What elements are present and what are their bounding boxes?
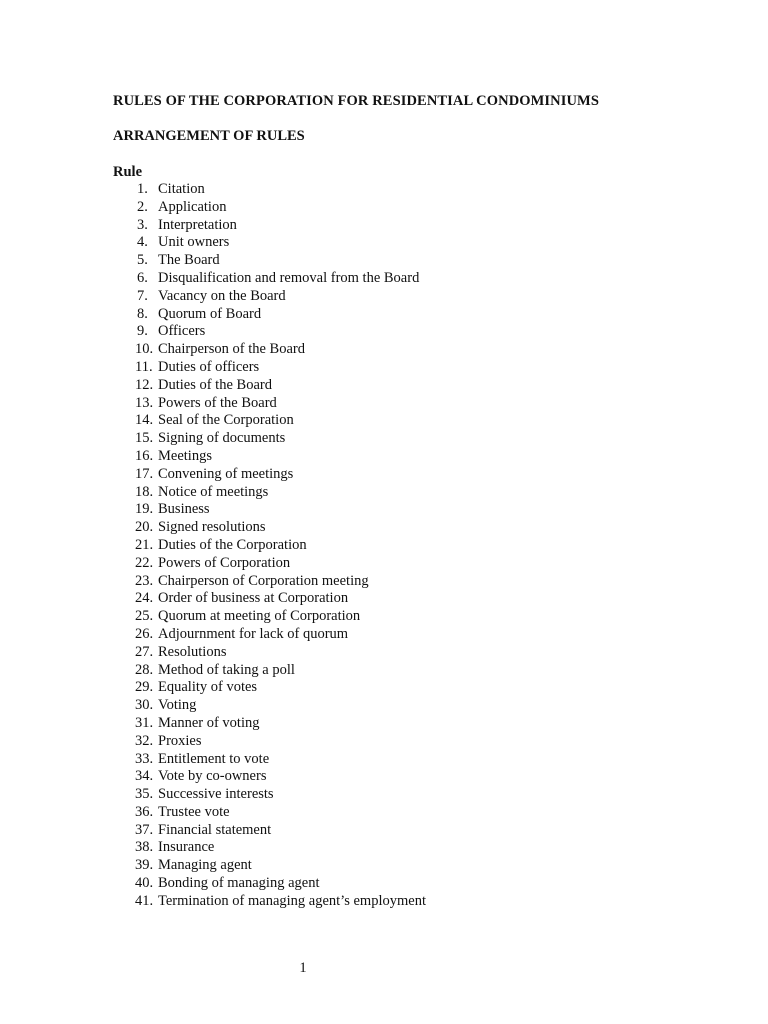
rule-number: 30. (135, 697, 154, 714)
rule-label: Voting (158, 697, 197, 714)
rule-label: Seal of the Corporation (158, 412, 294, 429)
rule-label: Unit owners (158, 234, 230, 251)
rule-label: Proxies (158, 732, 202, 749)
rule-label: Signing of documents (158, 430, 286, 447)
rule-label: Officers (158, 323, 206, 340)
rule-label: Successive interests (158, 786, 274, 803)
rule-label: Termination of managing agent’s employment (158, 892, 426, 909)
rule-label: Bonding of managing agent (158, 875, 320, 892)
rule-label: Interpretation (158, 216, 237, 233)
rule-number: 4. (137, 234, 148, 251)
rule-number: 24. (135, 590, 154, 607)
rule-number: 9. (137, 323, 148, 340)
rule-label: Vacancy on the Board (158, 287, 286, 304)
rule-number: 33. (135, 750, 154, 767)
rule-number: 3. (137, 216, 148, 233)
rule-label: Trustee vote (158, 803, 230, 820)
rule-number: 18. (135, 483, 154, 500)
rule-label: Order of business at Corporation (158, 590, 349, 607)
rule-number: 34. (135, 768, 154, 785)
rule-number: 10. (135, 341, 154, 358)
rule-label: Quorum at meeting of Corporation (158, 608, 361, 625)
document-subtitle: ARRANGEMENT OF RULES (113, 128, 305, 144)
rule-number: 21. (135, 536, 154, 553)
rule-label: Financial statement (158, 821, 272, 838)
rule-number: 41. (135, 892, 154, 909)
rule-number: 17. (135, 465, 154, 482)
rule-label: Vote by co-owners (158, 768, 267, 785)
page-number: 1 (299, 960, 307, 976)
rule-number: 35. (135, 786, 154, 803)
rule-label: Meetings (158, 447, 212, 464)
rule-number: 29. (135, 679, 154, 696)
rule-number: 37. (135, 821, 154, 838)
rule-number: 40. (135, 875, 154, 892)
rule-label: Duties of the Board (158, 376, 272, 393)
rule-number: 7. (137, 287, 148, 304)
rule-label: Disqualification and removal from the Board (158, 269, 420, 286)
rule-label: Duties of the Corporation (158, 536, 307, 553)
rule-number: 6. (137, 269, 148, 286)
rule-number: 16. (135, 447, 154, 464)
rule-number: 32. (135, 732, 154, 749)
rule-number: 5. (137, 252, 148, 269)
rule-number: 31. (135, 714, 154, 731)
rule-number: 20. (135, 519, 154, 536)
rule-label: Adjournment for lack of quorum (158, 625, 349, 642)
rule-label: Signed resolutions (158, 519, 266, 536)
rule-label: Entitlement to vote (158, 750, 270, 767)
rule-number: 36. (135, 803, 154, 820)
rule-number: 15. (135, 430, 154, 447)
rule-number: 23. (135, 572, 154, 589)
rule-label: Chairperson of the Board (158, 341, 305, 358)
rule-label: Manner of voting (158, 714, 260, 731)
rule-number: 26. (135, 625, 154, 642)
rule-label: Notice of meetings (158, 483, 269, 500)
rule-number: 12. (135, 376, 154, 393)
rule-number: 22. (135, 554, 154, 571)
rule-label: Duties of officers (158, 358, 260, 375)
rule-number: 11. (135, 358, 153, 375)
rule-label: Managing agent (158, 857, 252, 874)
rule-number: 14. (135, 412, 154, 429)
rule-label: Business (158, 501, 210, 518)
rule-number: 13. (135, 394, 154, 411)
rule-number: 28. (135, 661, 154, 678)
rule-label: Convening of meetings (158, 465, 294, 482)
rule-label: Quorum of Board (158, 305, 262, 322)
rule-number: 38. (135, 839, 154, 856)
rule-label: Resolutions (158, 643, 227, 660)
rule-label: Application (158, 198, 227, 215)
rule-label: The Board (158, 252, 220, 269)
document-title: RULES OF THE CORPORATION FOR RESIDENTIAL CONDOMINIUMS (113, 93, 600, 109)
rule-number: 19. (135, 501, 154, 518)
rule-label: Equality of votes (158, 679, 258, 696)
rule-number: 27. (135, 643, 154, 660)
rule-number: 8. (137, 305, 148, 322)
rule-label: Method of taking a poll (158, 661, 295, 678)
rule-label: Chairperson of Corporation meeting (158, 572, 369, 589)
rule-number: 25. (135, 608, 154, 625)
rule-label: Powers of the Board (158, 394, 277, 411)
rule-column-heading: Rule (113, 164, 142, 180)
rule-label: Powers of Corporation (158, 554, 291, 571)
rule-label: Insurance (158, 839, 215, 856)
rule-label: Citation (158, 181, 205, 197)
rule-number: 39. (135, 857, 154, 874)
rule-number: 1. (137, 181, 148, 197)
rule-number: 2. (137, 198, 148, 215)
